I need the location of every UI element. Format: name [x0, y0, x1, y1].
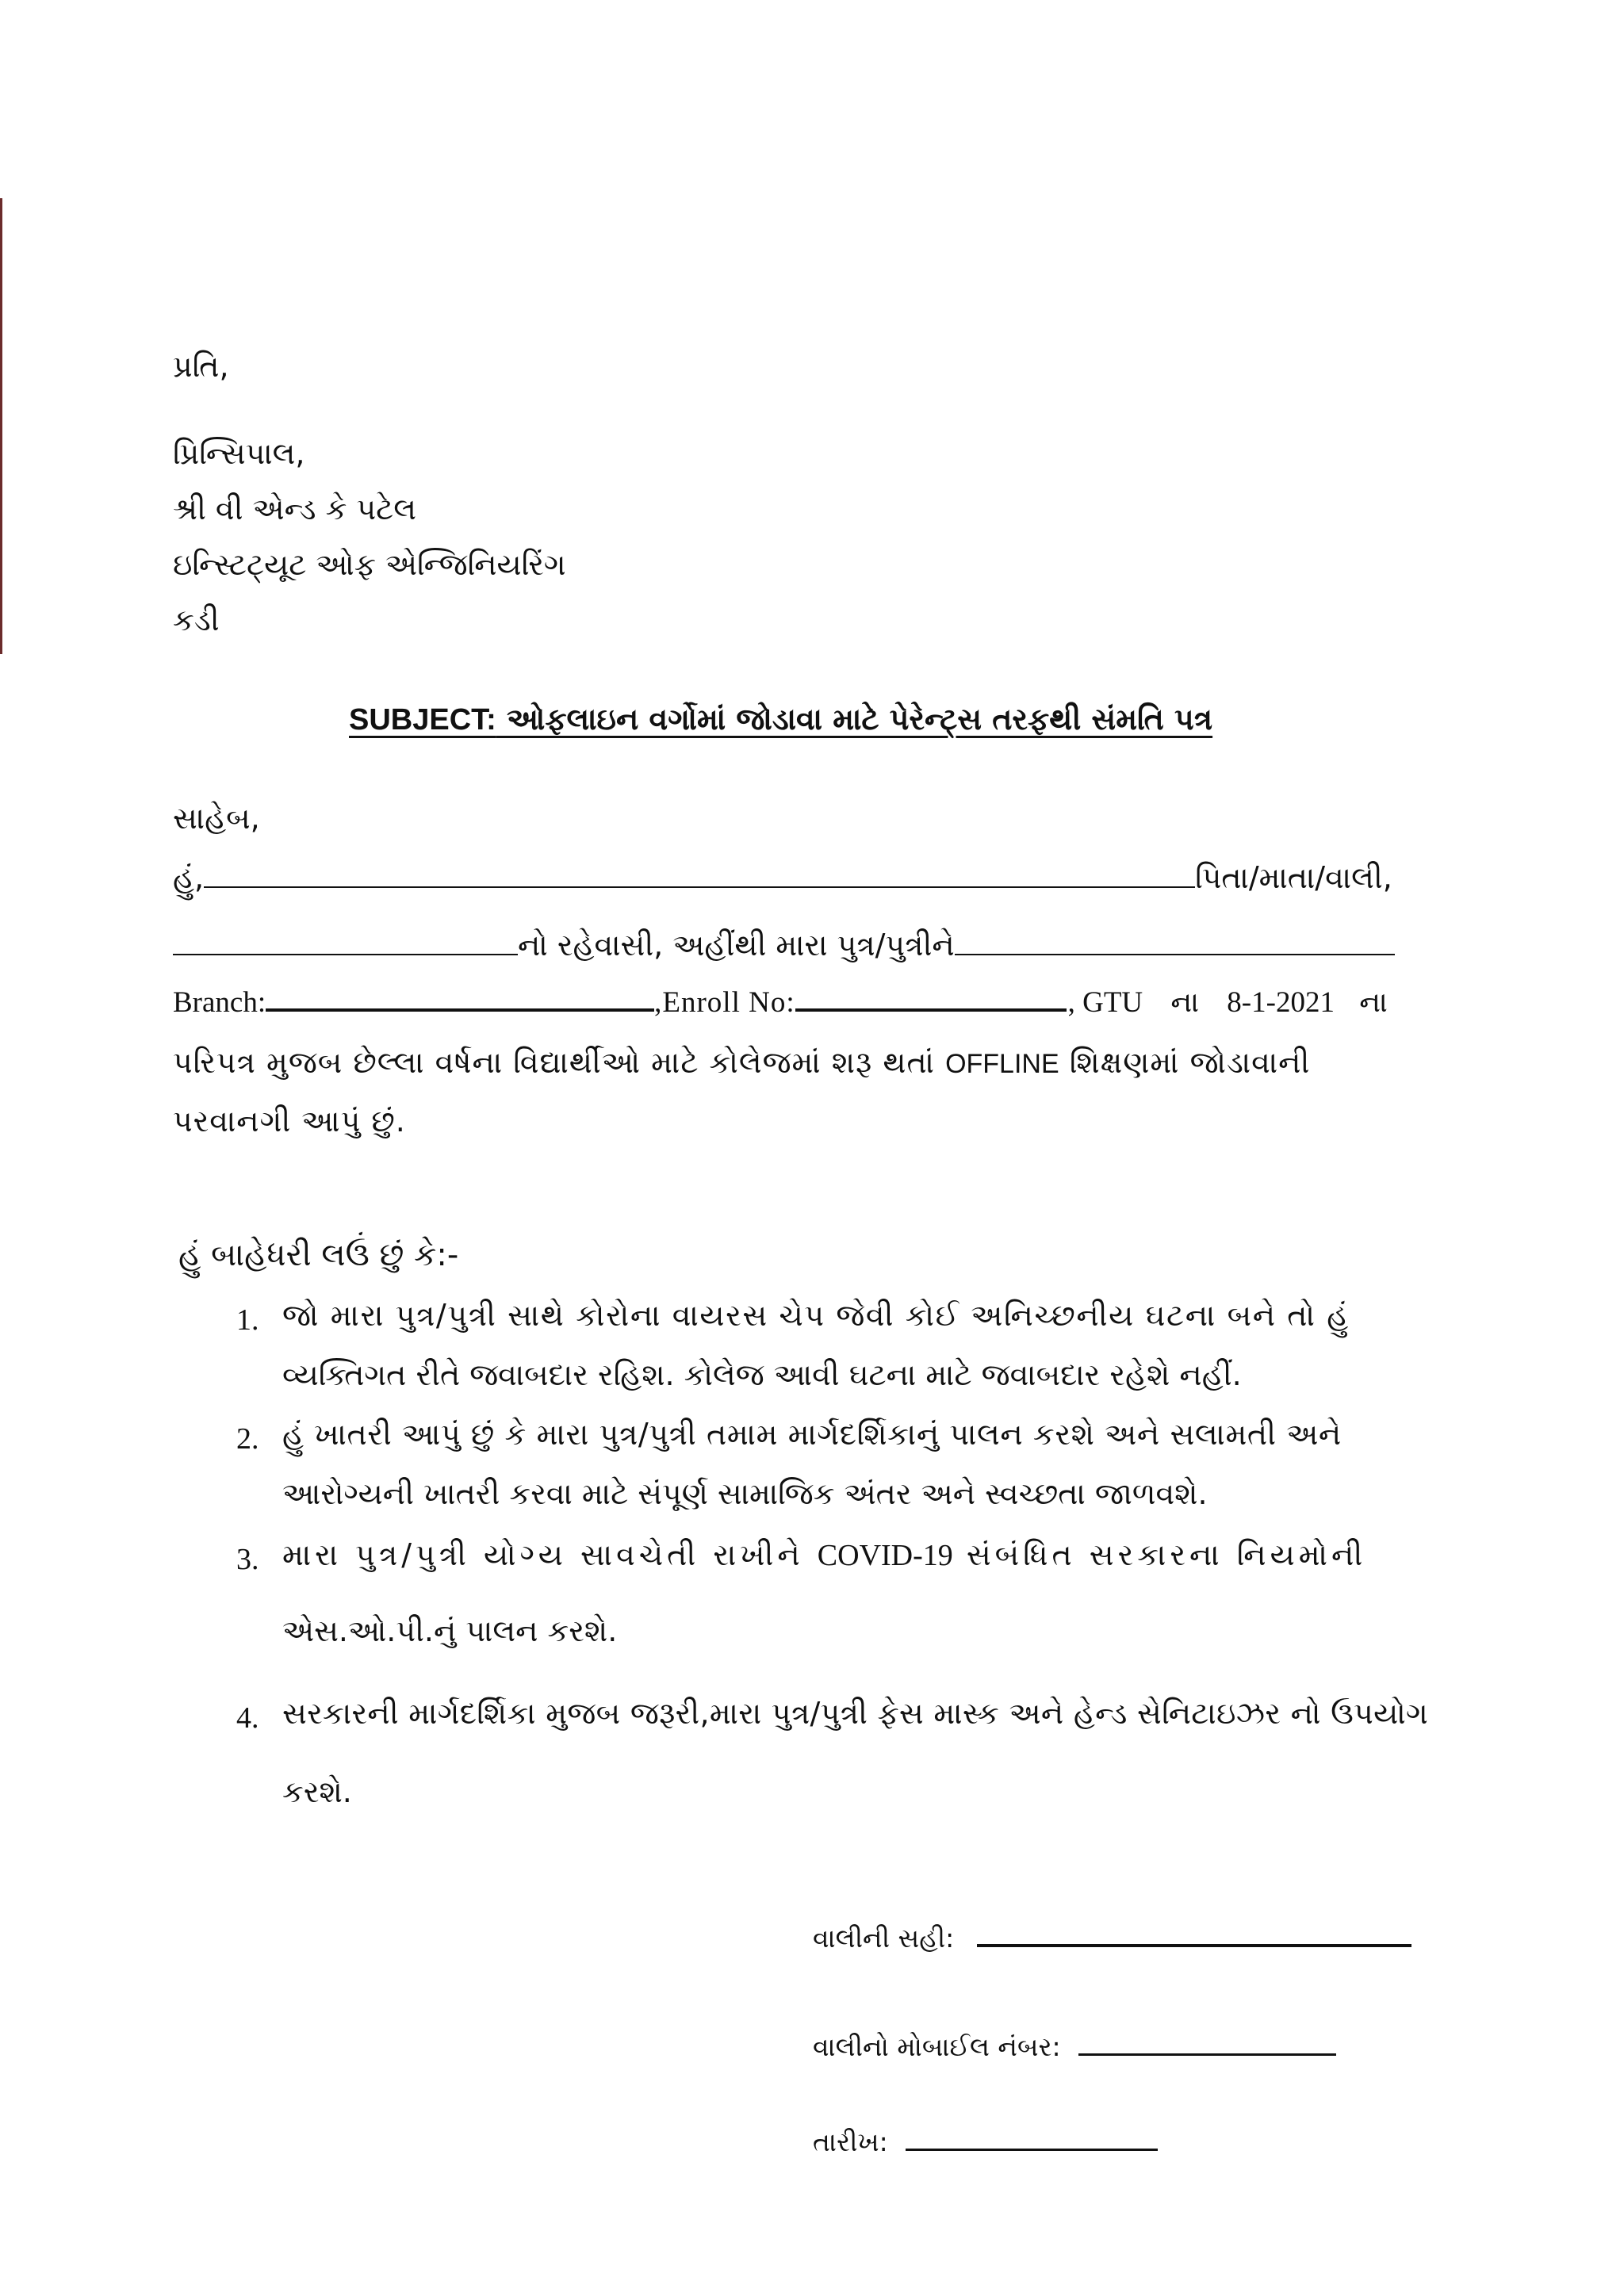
permission-line-2: પરવાનગી આપું છું. [173, 1104, 406, 1138]
signature-blank[interactable] [977, 1944, 1411, 1947]
item-text-line2: કરશે. [282, 1774, 352, 1809]
item-text-line1 [282, 1537, 1366, 1573]
circular-date: 8-1-2021 [1227, 986, 1335, 1019]
item-3-text-b: સંબંધિત સરકારના નિયમોની [952, 1537, 1367, 1572]
guardian-suffix: પિતા/માતા/વાલી, [1195, 860, 1392, 895]
na-text-1: ના [1170, 986, 1200, 1019]
page-edge-mark [0, 198, 2, 654]
covid-word: COVID-19 [817, 1539, 953, 1572]
permission-line-1 [173, 1045, 1310, 1081]
mobile-row [813, 2031, 1336, 2063]
i-prefix: હું, [173, 860, 205, 895]
salutation: સાહેબ, [173, 801, 260, 836]
mobile-label: વાલીનો મોબાઈલ નંબર: [813, 2031, 1061, 2062]
signature-row [813, 1923, 1411, 1954]
offline-word: OFFLINE [945, 1049, 1059, 1079]
enroll-no-blank[interactable] [795, 1008, 1067, 1012]
subject-line [349, 702, 1212, 737]
enroll-label: ,Enroll No: [654, 986, 795, 1019]
na-text-2: ના [1359, 986, 1388, 1019]
item-text-line1: જો મારા પુત્ર/પુત્રી સાથે કોરોના વાયરસ ચેપ જેવી કોઈ અનિચ્છનીય ઘટના બને તો હું [282, 1298, 1350, 1333]
subject-text: ઓફલાઇન વર્ગોમાં જોડાવા માટે પેરેન્ટ્સ તરફથી સંમતિ પત્ર [496, 702, 1213, 737]
recipient-designation: પ્રિન્સિપાલ, [173, 436, 305, 471]
permission-text-b: શિક્ષણમાં જોડાવાની [1059, 1045, 1311, 1080]
item-number: 2. [236, 1422, 259, 1456]
item-text-line1: હું ખાતરી આપું છું કે મારા પુત્ર/પુત્રી તમામ માર્ગદર્શિકાનું પાલન કરશે અને સલામતી અને [282, 1417, 1342, 1452]
recipient-institute-line2: ઇન્સ્ટિટ્યૂટ ઓફ એન્જિનિયરિંગ [173, 547, 566, 582]
recipient-city: કડી [173, 603, 220, 637]
signature-label: વાલીની સહી: [813, 1923, 955, 1954]
form-line-name [173, 860, 1392, 896]
gtu-text: , GTU [1067, 986, 1143, 1019]
date-row [813, 2126, 1158, 2158]
item-number: 4. [236, 1701, 259, 1735]
residence-blank[interactable] [173, 953, 518, 955]
child-name-blank[interactable] [955, 953, 1395, 955]
item-number: 3. [236, 1543, 259, 1576]
date-blank[interactable] [906, 2149, 1158, 2151]
resident-text: નો રહેવાસી, અહીંથી મારા પુત્ર/પુત્રીને [518, 928, 955, 962]
recipient-to-label: પ્રતિ, [173, 349, 229, 384]
form-line-branch [173, 985, 1388, 1020]
parent-name-blank[interactable] [204, 886, 1195, 888]
item-3-text-a: મારા પુત્ર/પુત્રી યોગ્ય સાવચેતી રાખીને [282, 1537, 818, 1572]
item-text-line2: વ્યક્તિગત રીતે જવાબદાર રહિશ. કોલેજ આવી ઘટના માટે જવાબદાર રહેશે નહીં. [282, 1357, 1242, 1392]
item-text-line2: આરોગ્યની ખાતરી કરવા માટે સંપૂર્ણ સામાજિક અંતર અને સ્વચ્છતા જાળવશે. [282, 1476, 1208, 1511]
item-number: 1. [236, 1303, 259, 1337]
branch-blank[interactable] [266, 1008, 654, 1012]
assurance-title: હું બાહેધરી લઉં છું કે:- [178, 1237, 459, 1273]
form-line-residence [173, 928, 1395, 963]
item-text-line2: એસ.ઓ.પી.નું પાલન કરશે. [282, 1613, 618, 1648]
subject-label: SUBJECT: [349, 703, 496, 737]
mobile-blank[interactable] [1078, 2053, 1336, 2056]
permission-text-a: પરિપત્ર મુજબ છેલ્લા વર્ષના વિદ્યાર્થીઓ માટે કોલેજમાં શરૂ થતાં [173, 1045, 946, 1080]
item-text-line1: સરકારની માર્ગદર્શિકા મુજબ જરૂરી,મારા પુત્ર/પુત્રી ફેસ માસ્ક અને હેન્ડ સેનિટાઇઝર નો ઉપયોગ [282, 1696, 1429, 1731]
date-label: તારીખ: [813, 2126, 888, 2157]
recipient-institute-line1: શ્રી વી એન્ડ કે પટેલ [173, 492, 417, 526]
branch-label: Branch: [173, 986, 266, 1019]
